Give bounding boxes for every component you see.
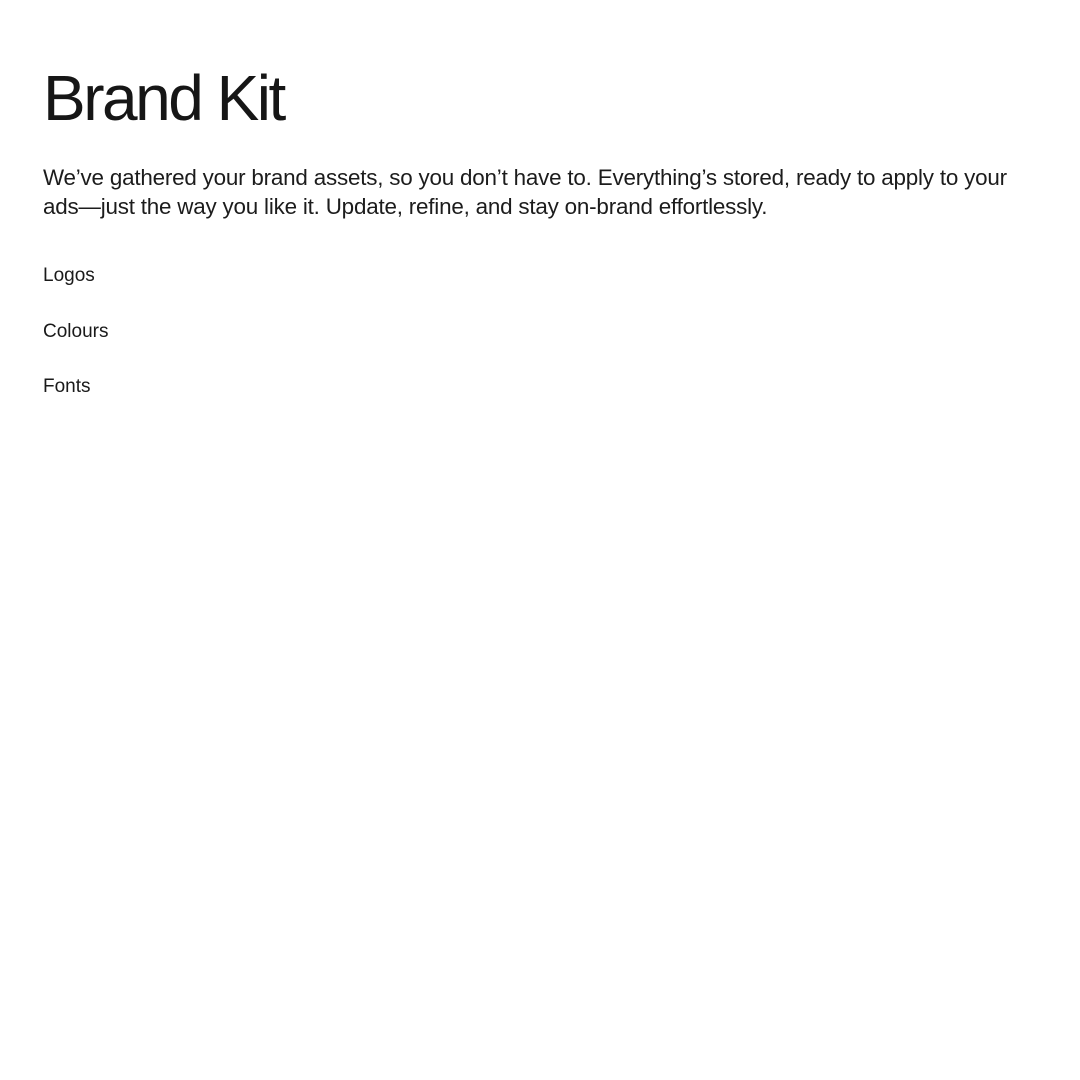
section-link-colours[interactable]: Colours xyxy=(43,320,109,342)
section-link-fonts[interactable]: Fonts xyxy=(43,376,91,397)
brand-kit-sections xyxy=(43,262,108,429)
page-description: We’ve gathered your brand assets, so you don’t have to. Everything’s stored, ready to apply to your ads—just the way you like it. Update, refine, and stay on-brand effortlessly. xyxy=(43,165,1007,219)
page-title: Brand Kit xyxy=(43,62,284,134)
section-link-logos[interactable]: Logos xyxy=(43,265,95,286)
